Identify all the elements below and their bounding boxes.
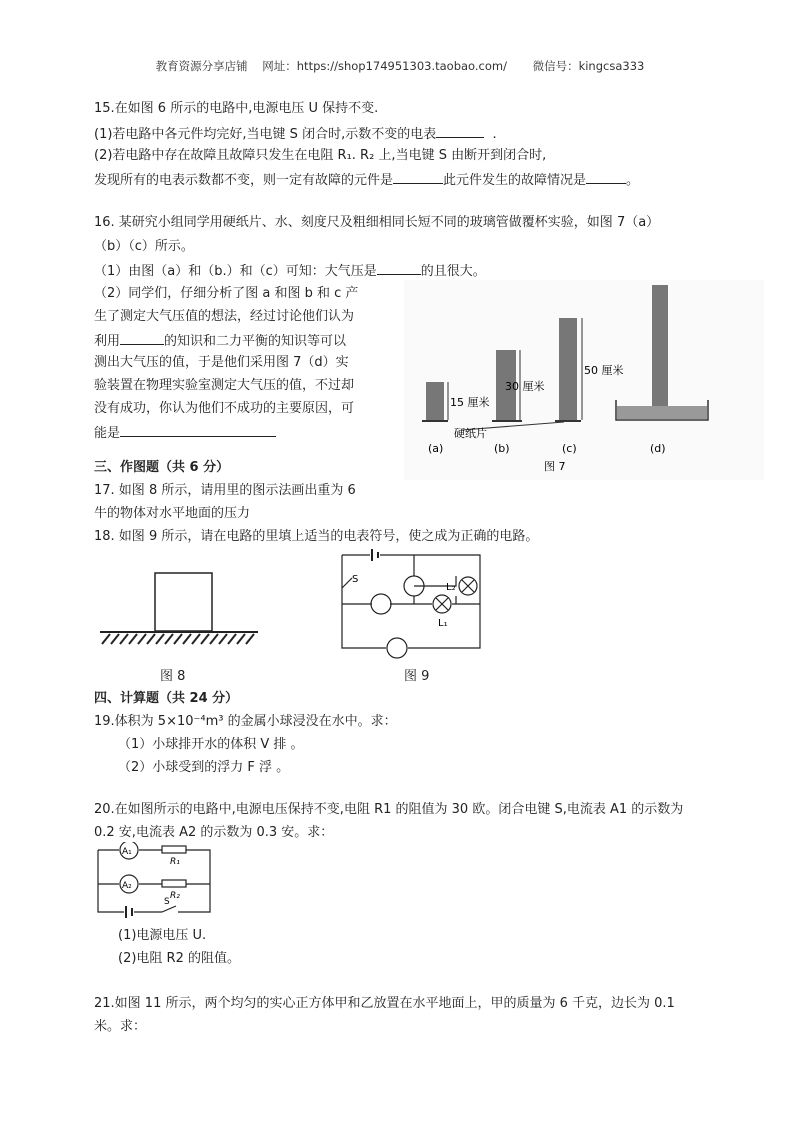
block [155,573,212,631]
hatch-line [246,634,254,644]
page-header [0,58,800,74]
label-a: (a) [428,442,444,455]
hatch-line [219,634,227,644]
q19-part2: （2）小球受到的浮力 F 浮 。 [118,760,290,775]
label-d: (d) [650,442,666,455]
q15-title: 15.在如图 6 所示的电路中,电源电压 U 保持不变. [94,101,379,116]
q16-line10: 能是 [94,423,276,443]
q15-part2: (2)若电路中存在故障且故障只发生在电阻 R₁. R₂ 上,当电键 S 由断开到闭合时, [94,148,547,163]
figure-8-caption: 图 8 [160,669,186,684]
hatch-line [228,634,236,644]
label-50cm: 50 厘米 [584,364,624,377]
basin-water [617,406,707,419]
q20-part2: (2)电阻 R2 的阻值。 [118,951,240,966]
label-l1: L₁ [438,618,448,629]
meter-circle[interactable] [387,638,407,658]
figure-8 [98,568,262,656]
q16-line4: （2）同学们，仔细分析了图 a 和图 b 和 c 产 [94,286,359,301]
tube-d [652,285,668,410]
figure-9-caption: 图 9 [404,669,430,684]
hatch-line [210,634,218,644]
figure-7-caption: 图 7 [544,460,566,473]
figure-7 [404,280,764,480]
label-s: S [352,574,359,585]
header-wechat: 微信号：kingcsa333 [532,59,645,73]
meter-circle[interactable] [371,594,391,614]
q16-line1: 16. 某研究小组同学用硬纸片、水、刻度尺及粗细相同长短不同的玻璃管做覆杯实验，如图 7（a） [94,215,660,230]
q17-line1: 17. 如图 8 所示，请用里的图示法画出重为 6 [94,483,356,498]
resistor-r1 [162,846,186,853]
hatch-line [183,634,191,644]
q19-text: 19.体积为 5×10⁻⁴m³ 的金属小球浸没在水中。求： [94,714,397,729]
wire [342,555,386,648]
hatch-line [120,634,128,644]
hatch-line [111,634,119,644]
q15-part3: 发现所有的电表示数都不变，则一定有故障的元件是 此元件发生的故障情况是 。 [94,170,639,190]
q18-text: 18. 如图 9 所示，请在电路的里填上适当的电表符号，使之成为正确的电路。 [94,529,539,544]
q16-line6: 利用 的知识和二力平衡的知识等可以 [94,331,346,351]
q20-line1: 20.在如图所示的电路中,电源电压保持不变,电阻 R1 的阻值为 30 欧。闭合电键 S,电流表 A1 的示数为 [94,802,684,817]
label-card: 硬纸片 [454,427,487,440]
resistor-r2 [162,880,186,887]
section-3-title: 三、作图题（共 6 分） [94,460,230,475]
ground-hatching [102,634,254,644]
figure-q20-circuit [94,842,214,920]
answer-blank[interactable] [586,170,626,184]
answer-blank[interactable] [393,170,443,184]
label-s: S [164,897,170,907]
answer-blank[interactable] [120,331,164,345]
hatch-line [174,634,182,644]
q16-line5: 生了测定大气压值的想法，经过讨论他们认为 [94,309,355,324]
answer-blank[interactable] [120,423,276,437]
q16-line9: 没有成功，你认为他们不成功的主要原因，可 [94,401,355,416]
figure-9 [334,548,494,664]
hatch-line [237,634,245,644]
label-b: (b) [494,442,510,455]
hatch-line [192,634,200,644]
label-a2: A₂ [122,881,132,891]
q15-part1: (1)若电路中各元件均完好,当电键 S 闭合时,示数不变的电表 . [94,124,497,144]
label-r1: R₁ [170,857,180,867]
q16-line2: （b）（c）所示。 [94,239,194,254]
q17-line2: 牛的物体对水平地面的压力 [94,506,251,521]
q16-line3: （1）由图（a）和（b.）和（c）可知：大气压是 的且很大。 [94,261,486,281]
tube-c [559,318,577,420]
q19-part1: （1）小球排开水的体积 V 排 。 [118,737,304,752]
section-4-title: 四、计算题（共 24 分） [94,691,239,706]
wire [178,850,210,912]
q21-line1: 21.如图 11 所示，两个均匀的实心正方体甲和乙放置在水平地面上，甲的质量为 6 千克，边长为 0.1 [94,996,675,1011]
answer-blank[interactable] [377,261,421,275]
q16-line8: 验装置在物理实验室测定大气压的值，不过却 [94,378,355,393]
figure-7-background [404,280,764,480]
q16-line7: 测出大气压的值，于是他们采用图 7（d）实 [94,355,349,370]
label-l2: L₂ [446,582,456,593]
hatch-line [138,634,146,644]
label-15cm: 15 厘米 [450,396,490,409]
q20-line2: 0.2 安,电流表 A2 的示数为 0.3 安。求： [94,825,334,840]
hatch-line [129,634,137,644]
switch-blade [342,578,352,588]
hatch-line [165,634,173,644]
label-30cm: 30 厘米 [505,380,545,393]
q21-line2: 米。求： [94,1019,147,1034]
wire [380,555,480,648]
hatch-line [201,634,209,644]
hatch-line [156,634,164,644]
label-a1: A₁ [122,847,132,857]
hatch-line [147,634,155,644]
label-c: (c) [562,442,577,455]
tube-a [426,382,444,420]
hatch-line [102,634,110,644]
q20-part1: (1)电源电压 U. [118,928,207,943]
header-url: 网址：https://shop174951303.taobao.com/ [262,59,507,73]
label-r2: R₂ [170,891,180,901]
header-shop: 教育资源分享店铺 [155,59,248,73]
answer-blank[interactable] [436,124,484,138]
